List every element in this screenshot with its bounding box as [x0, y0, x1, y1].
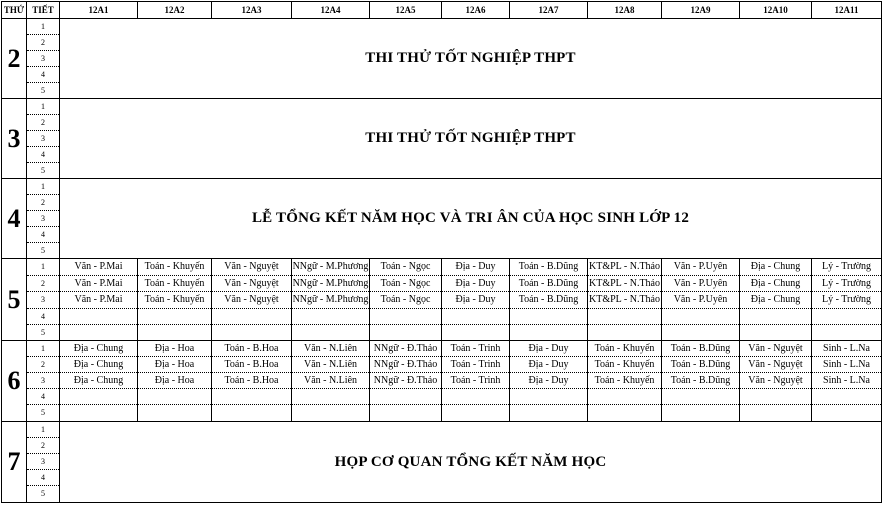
header-class: 12A6 [442, 2, 510, 19]
lesson-cell: Toán - B.Hoa [212, 341, 292, 357]
lesson-cell: Văn - P.Uyên [662, 259, 740, 276]
period-number: 5 [27, 243, 60, 259]
header-class: 12A1 [60, 2, 138, 19]
period-number: 3 [27, 51, 60, 67]
lesson-cell [740, 309, 812, 325]
lesson-cell: Địa - Chung [60, 373, 138, 389]
lesson-cell: Địa - Chung [740, 259, 812, 276]
lesson-cell: Sinh - L.Na [812, 357, 882, 373]
lesson-cell: Địa - Hoa [138, 357, 212, 373]
lesson-cell: Toán - B.Hoa [212, 357, 292, 373]
lesson-cell: Văn - P.Mai [60, 292, 138, 309]
lesson-cell: Toán - B.Dũng [662, 357, 740, 373]
period-row [2, 99, 882, 115]
period-number: 1 [27, 341, 60, 357]
period-number: 4 [27, 389, 60, 405]
lesson-cell: Địa - Duy [510, 373, 588, 389]
lesson-cell: NNgữ - M.Phương [292, 259, 370, 276]
lesson-cell: Văn - N.Liên [292, 373, 370, 389]
lesson-cell [510, 309, 588, 325]
lesson-cell: KT&PL - N.Thảo [588, 276, 662, 292]
period-number: 4 [27, 309, 60, 325]
lesson-cell: Toán - Trinh [442, 373, 510, 389]
lesson-cell [442, 325, 510, 341]
lesson-cell: Văn - Nguyệt [740, 373, 812, 389]
lesson-cell: Địa - Hoa [138, 373, 212, 389]
lesson-cell: Địa - Duy [442, 259, 510, 276]
lesson-cell: Toán - B.Dũng [510, 259, 588, 276]
lesson-cell [510, 325, 588, 341]
period-number: 3 [27, 131, 60, 147]
lesson-cell [662, 309, 740, 325]
lesson-cell [812, 309, 882, 325]
lesson-cell [138, 405, 212, 422]
period-number: 1 [27, 179, 60, 195]
lesson-cell: Địa - Duy [442, 292, 510, 309]
day-label: 4 [2, 179, 27, 259]
lesson-cell: Toán - Ngọc [370, 259, 442, 276]
lesson-cell [370, 309, 442, 325]
header-class: 12A2 [138, 2, 212, 19]
header-class: 12A4 [292, 2, 370, 19]
lesson-cell: Văn - Nguyệt [740, 341, 812, 357]
lesson-cell: Địa - Chung [60, 341, 138, 357]
period-number: 2 [27, 195, 60, 211]
lesson-cell [442, 405, 510, 422]
period-number: 1 [27, 19, 60, 35]
period-number: 1 [27, 422, 60, 438]
lesson-cell: Toán - Khuyến [588, 357, 662, 373]
lesson-cell: Toán - Trinh [442, 357, 510, 373]
period-number: 3 [27, 292, 60, 309]
lesson-cell: Toán - Khuyến [138, 276, 212, 292]
lesson-cell: Địa - Duy [510, 341, 588, 357]
lesson-cell [138, 309, 212, 325]
lesson-cell: NNgữ - M.Phương [292, 276, 370, 292]
lesson-cell: Văn - P.Mai [60, 276, 138, 292]
lesson-cell: Toán - Ngọc [370, 292, 442, 309]
day-label: 3 [2, 99, 27, 179]
period-row [2, 325, 882, 341]
lesson-cell: Toán - B.Dũng [510, 276, 588, 292]
lesson-cell [740, 405, 812, 422]
lesson-cell: Văn - Nguyệt [212, 276, 292, 292]
lesson-cell [812, 405, 882, 422]
lesson-cell: Văn - P.Mai [60, 259, 138, 276]
lesson-cell: Toán - Trinh [442, 341, 510, 357]
lesson-cell [588, 309, 662, 325]
day-label: 7 [2, 422, 27, 503]
lesson-cell [292, 309, 370, 325]
period-number: 4 [27, 67, 60, 83]
lesson-cell: Địa - Chung [740, 292, 812, 309]
lesson-cell: Lý - Trường [812, 276, 882, 292]
lesson-cell [812, 325, 882, 341]
period-number: 2 [27, 438, 60, 454]
period-number: 3 [27, 454, 60, 470]
period-row [2, 389, 882, 405]
lesson-cell: Văn - Nguyệt [212, 259, 292, 276]
lesson-cell: NNgữ - M.Phương [292, 292, 370, 309]
header-class: 12A3 [212, 2, 292, 19]
period-row [2, 292, 882, 309]
lesson-cell: Sinh - L.Na [812, 373, 882, 389]
lesson-cell: Địa - Hoa [138, 341, 212, 357]
event-banner: HỌP CƠ QUAN TỔNG KẾT NĂM HỌC [60, 422, 882, 503]
lesson-cell [510, 389, 588, 405]
lesson-cell [60, 309, 138, 325]
lesson-cell: Toán - Khuyến [588, 373, 662, 389]
period-row [2, 259, 882, 276]
lesson-cell [662, 389, 740, 405]
lesson-cell: NNgữ - Đ.Thảo [370, 373, 442, 389]
lesson-cell: Địa - Duy [510, 357, 588, 373]
period-row [2, 179, 882, 195]
period-number: 2 [27, 357, 60, 373]
timetable [1, 1, 882, 503]
lesson-cell: Toán - B.Hoa [212, 373, 292, 389]
lesson-cell [370, 325, 442, 341]
lesson-cell: Sinh - L.Na [812, 341, 882, 357]
lesson-cell [292, 325, 370, 341]
lesson-cell: Toán - Khuyến [138, 292, 212, 309]
period-number: 5 [27, 83, 60, 99]
period-row [2, 309, 882, 325]
lesson-cell [740, 325, 812, 341]
lesson-cell [60, 325, 138, 341]
period-number: 2 [27, 276, 60, 292]
header-row [2, 2, 882, 19]
lesson-cell: Văn - N.Liên [292, 357, 370, 373]
header-class: 12A5 [370, 2, 442, 19]
header-class: 12A9 [662, 2, 740, 19]
period-number: 4 [27, 227, 60, 243]
lesson-cell: Toán - Khuyến [588, 341, 662, 357]
day-label: 2 [2, 19, 27, 99]
period-row [2, 19, 882, 35]
lesson-cell: Văn - N.Liên [292, 341, 370, 357]
lesson-cell [442, 389, 510, 405]
lesson-cell [292, 389, 370, 405]
header-thu: THỨ [2, 2, 27, 19]
lesson-cell: Lý - Trường [812, 292, 882, 309]
period-number: 4 [27, 470, 60, 486]
lesson-cell [662, 405, 740, 422]
lesson-cell: Lý - Trường [812, 259, 882, 276]
lesson-cell [588, 325, 662, 341]
header-class: 12A10 [740, 2, 812, 19]
lesson-cell [212, 309, 292, 325]
period-number: 2 [27, 35, 60, 51]
lesson-cell [292, 405, 370, 422]
period-number: 1 [27, 259, 60, 276]
lesson-cell [740, 389, 812, 405]
period-number: 5 [27, 163, 60, 179]
event-banner: THI THỬ TỐT NGHIỆP THPT [60, 99, 882, 179]
lesson-cell [510, 405, 588, 422]
lesson-cell: Toán - B.Dũng [662, 373, 740, 389]
header-class: 12A7 [510, 2, 588, 19]
lesson-cell: NNgữ - Đ.Thảo [370, 341, 442, 357]
lesson-cell: Địa - Duy [442, 276, 510, 292]
lesson-cell [370, 389, 442, 405]
timetable-body [2, 19, 882, 503]
lesson-cell: Văn - Nguyệt [212, 292, 292, 309]
lesson-cell: KT&PL - N.Thảo [588, 292, 662, 309]
lesson-cell: Văn - P.Uyên [662, 276, 740, 292]
header-class: 12A11 [812, 2, 882, 19]
lesson-cell: Văn - Nguyệt [740, 357, 812, 373]
period-row [2, 341, 882, 357]
lesson-cell [212, 389, 292, 405]
period-row [2, 422, 882, 438]
lesson-cell [370, 405, 442, 422]
lesson-cell [212, 325, 292, 341]
period-number: 3 [27, 373, 60, 389]
lesson-cell [60, 405, 138, 422]
lesson-cell: Toán - Ngọc [370, 276, 442, 292]
lesson-cell [588, 405, 662, 422]
period-row [2, 405, 882, 422]
event-banner: THI THỬ TỐT NGHIỆP THPT [60, 19, 882, 99]
lesson-cell: Toán - B.Dũng [662, 341, 740, 357]
lesson-cell [60, 389, 138, 405]
lesson-cell [212, 405, 292, 422]
lesson-cell: Toán - Khuyến [138, 259, 212, 276]
lesson-cell: Địa - Chung [740, 276, 812, 292]
period-number: 5 [27, 486, 60, 503]
period-number: 4 [27, 147, 60, 163]
lesson-cell: Toán - B.Dũng [510, 292, 588, 309]
period-number: 1 [27, 99, 60, 115]
header-class: 12A8 [588, 2, 662, 19]
lesson-cell [442, 309, 510, 325]
period-number: 2 [27, 115, 60, 131]
lesson-cell [138, 325, 212, 341]
lesson-cell [588, 389, 662, 405]
lesson-cell: NNgữ - Đ.Thảo [370, 357, 442, 373]
day-label: 6 [2, 341, 27, 422]
lesson-cell [662, 325, 740, 341]
period-number: 5 [27, 405, 60, 422]
lesson-cell: Địa - Chung [60, 357, 138, 373]
day-label: 5 [2, 259, 27, 341]
period-number: 5 [27, 325, 60, 341]
lesson-cell [138, 389, 212, 405]
lesson-cell: KT&PL - N.Thảo [588, 259, 662, 276]
event-banner: LỄ TỔNG KẾT NĂM HỌC VÀ TRI ÂN CỦA HỌC SINH LỚP 12 [60, 179, 882, 259]
lesson-cell: Văn - P.Uyên [662, 292, 740, 309]
lesson-cell [812, 389, 882, 405]
period-row [2, 373, 882, 389]
period-row [2, 276, 882, 292]
header-tiet: TIẾT [27, 2, 60, 19]
period-row [2, 357, 882, 373]
period-number: 3 [27, 211, 60, 227]
